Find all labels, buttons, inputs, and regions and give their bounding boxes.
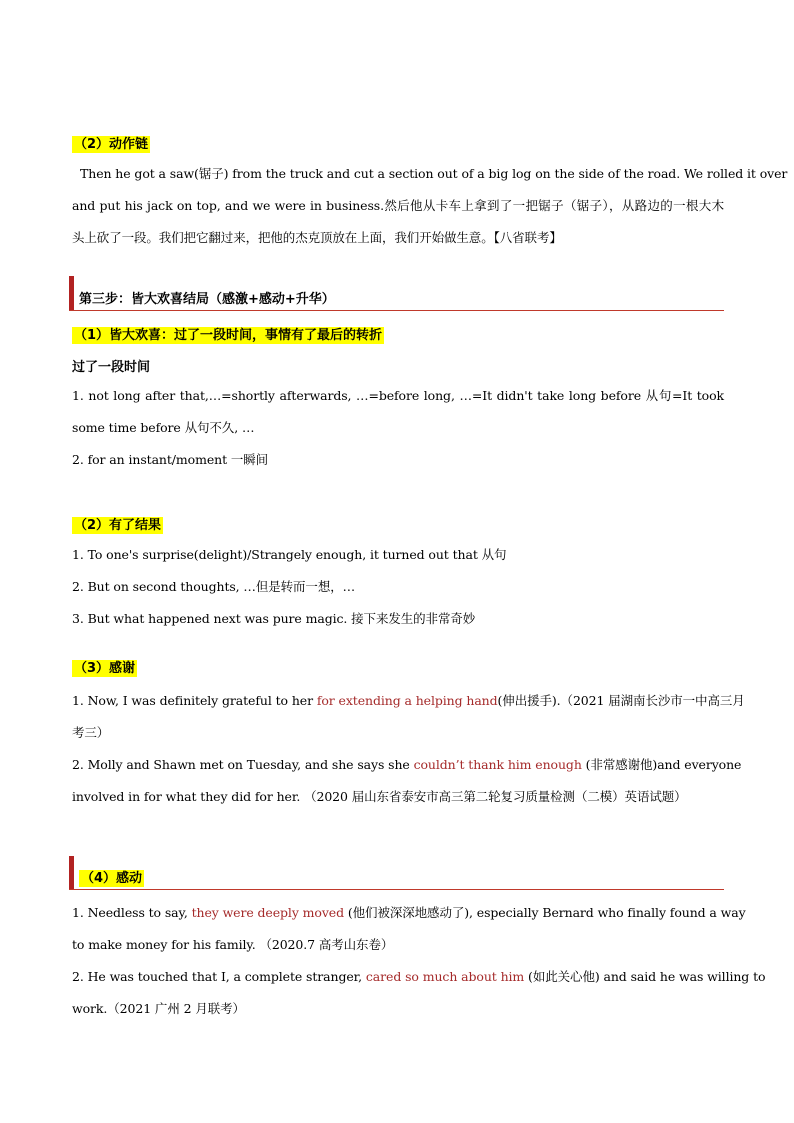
paragraph-line: 头上砍了一段。我们把它翻过来，把他的杰克顶放在上面，我们开始做生意。【八省联考】	[72, 230, 562, 245]
step3-banner	[69, 276, 724, 311]
paragraph-line: and put his jack on top, and we were in business.然后他从卡车上拿到了一把锯子（锯子），从路边的一根大木	[72, 198, 724, 213]
highlighted-phrase: they were deeply moved	[191, 905, 344, 920]
list-item-continued: involved in for what they did for her. （2020 届山东省泰安市高三第二轮复习质量检测（二模）英语试题）	[72, 789, 687, 804]
subheading-time-passed: 过了一段时间	[72, 360, 151, 375]
list-item: 1. To one's surprise(delight)/Strangely enough, it turned out that 从句	[72, 547, 507, 562]
list-item: 2. He was touched that I, a complete stranger, cared so much about him (如此关心他) and said he was willing to	[72, 969, 766, 984]
list-item: 1. not long after that,…=shortly afterwards, …=before long, …=It didn't take long before 从句=It took	[72, 388, 724, 403]
step3-title: 第三步：皆大欢喜结局（感激+感动+升华）	[79, 292, 335, 307]
list-item-continued: to make money for his family. （2020.7 高考山东卷）	[72, 937, 394, 952]
section-heading-action-chain: （2）动作链	[74, 137, 149, 152]
list-item: 2. for an instant/moment 一瞬间	[72, 452, 269, 467]
section-heading-moved: （4）感动	[81, 871, 143, 886]
list-item-continued: 考三）	[72, 725, 110, 740]
list-item: 1. Now, I was definitely grateful to her for extending a helping hand(伸出援手).（2021 届湖南长沙市一中高三月	[72, 693, 745, 708]
highlighted-phrase: for extending a helping hand	[316, 693, 498, 708]
section-heading-happy-ending: （1）皆大欢喜：过了一段时间，事情有了最后的转折	[74, 328, 383, 343]
section-heading-result: （2）有了结果	[74, 518, 162, 533]
highlighted-phrase: cared so much about him	[365, 969, 525, 984]
list-item-continued: some time before 从句不久, …	[72, 420, 255, 435]
banner-accent-bar	[69, 276, 74, 310]
list-item: 2. Molly and Shawn met on Tuesday, and she says she couldn’t thank him enough (非常感谢他)and everyone	[72, 757, 742, 772]
list-item: 1. Needless to say, they were deeply moved (他们被深深地感动了), especially Bernard who finally found a way	[72, 905, 746, 920]
section-banner-moved	[69, 856, 724, 890]
list-item-continued: work.（2021 广州 2 月联考）	[72, 1001, 245, 1016]
section-heading-thanks: （3）感谢	[74, 661, 136, 676]
list-item: 2. But on second thoughts, …但是转而一想，…	[72, 579, 356, 594]
highlighted-phrase: couldn’t thank him enough	[413, 757, 582, 772]
banner-accent-bar	[69, 856, 74, 889]
paragraph-line: Then he got a saw(锯子) from the truck and cut a section out of a big log on the side of the road. We rolled it over	[80, 166, 788, 181]
list-item: 3. But what happened next was pure magic. 接下来发生的非常奇妙	[72, 611, 476, 626]
